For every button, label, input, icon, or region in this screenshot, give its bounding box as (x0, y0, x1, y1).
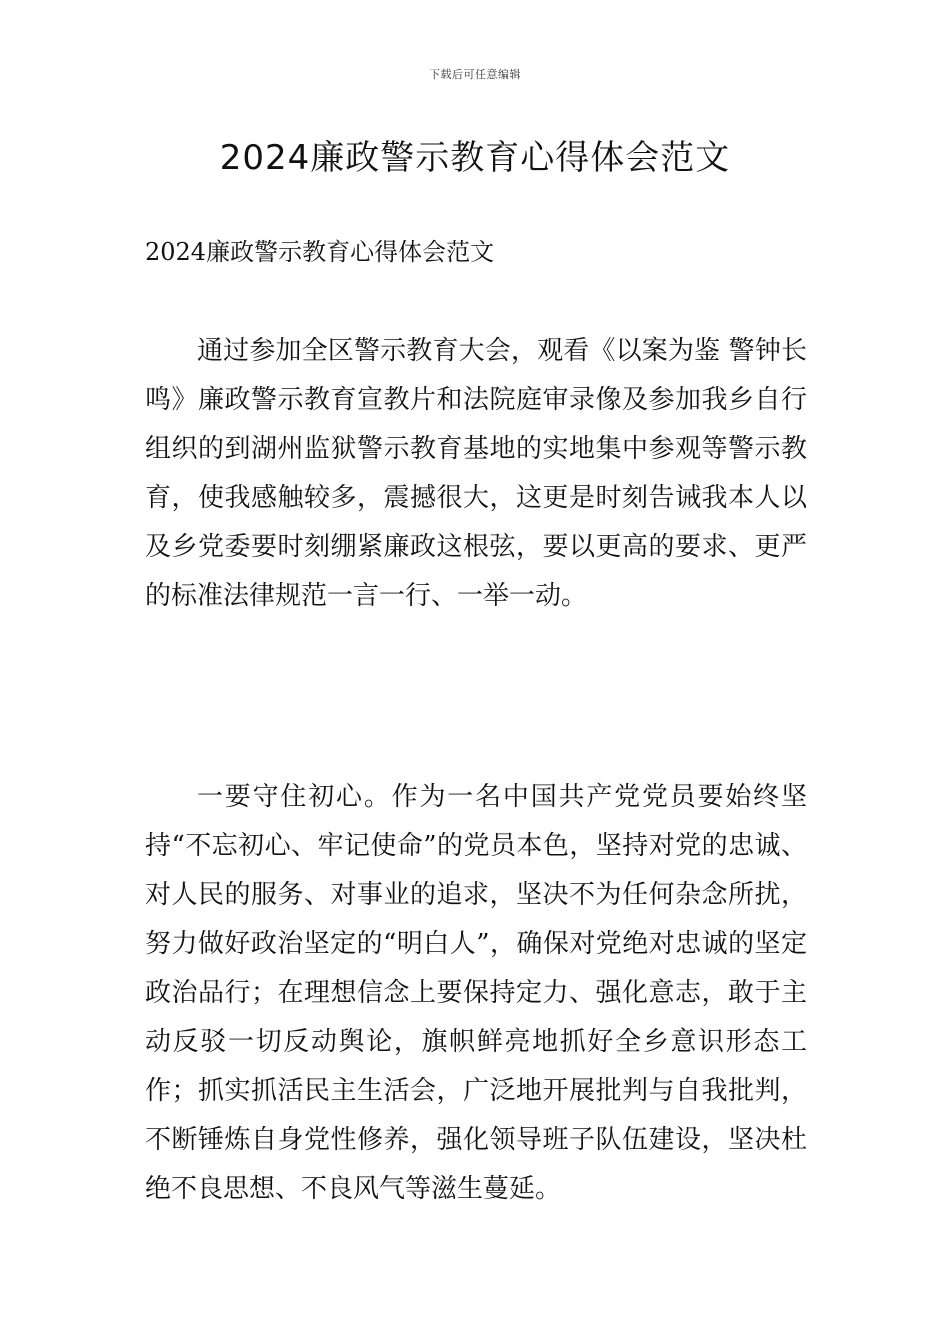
header-note: 下载后可任意编辑 (429, 68, 521, 81)
body-paragraph: 一要守住初心。作为一名中国共产党党员要始终坚持“不忘初心、牢记使命”的党员本色，坚持对党的忠诚、对人民的服务、对事业的追求，坚决不为任何杂念所扰，努力做好政治坚定的“明白人”，确保对党绝对忠诚的坚定政治品行；在理想信念上要保持定力、强化意志，敢于主动反驳一切反动舆论，旗帜鲜亮地抓好全乡意识形态工作；抓实抓活民主生活会，广泛地开展批判与自我批判，不断锤炼自身党性修养，强化领导班子队伍建设，坚决杜绝不良思想、不良风气等滋生蔓延。 (145, 782, 807, 1204)
body-paragraph: 通过参加全区警示教育大会，观看《以案为鉴 警钟长鸣》廉政警示教育宣教片和法院庭审录像及参加我乡自行组织的到湖州监狱警示教育基地的实地集中参观等警示教育，使我感触较多，震撼很大，这更是时刻告诫我本人以及乡党委要时刻绷紧廉政这根弦，要以更高的要求、更严的标准法律规范一言一行、一举一动。 (145, 336, 807, 611)
page-title: 2024廉政警示教育心得体会范文 (219, 138, 731, 178)
document-subtitle: 2024廉政警示教育心得体会范文 (145, 238, 495, 266)
